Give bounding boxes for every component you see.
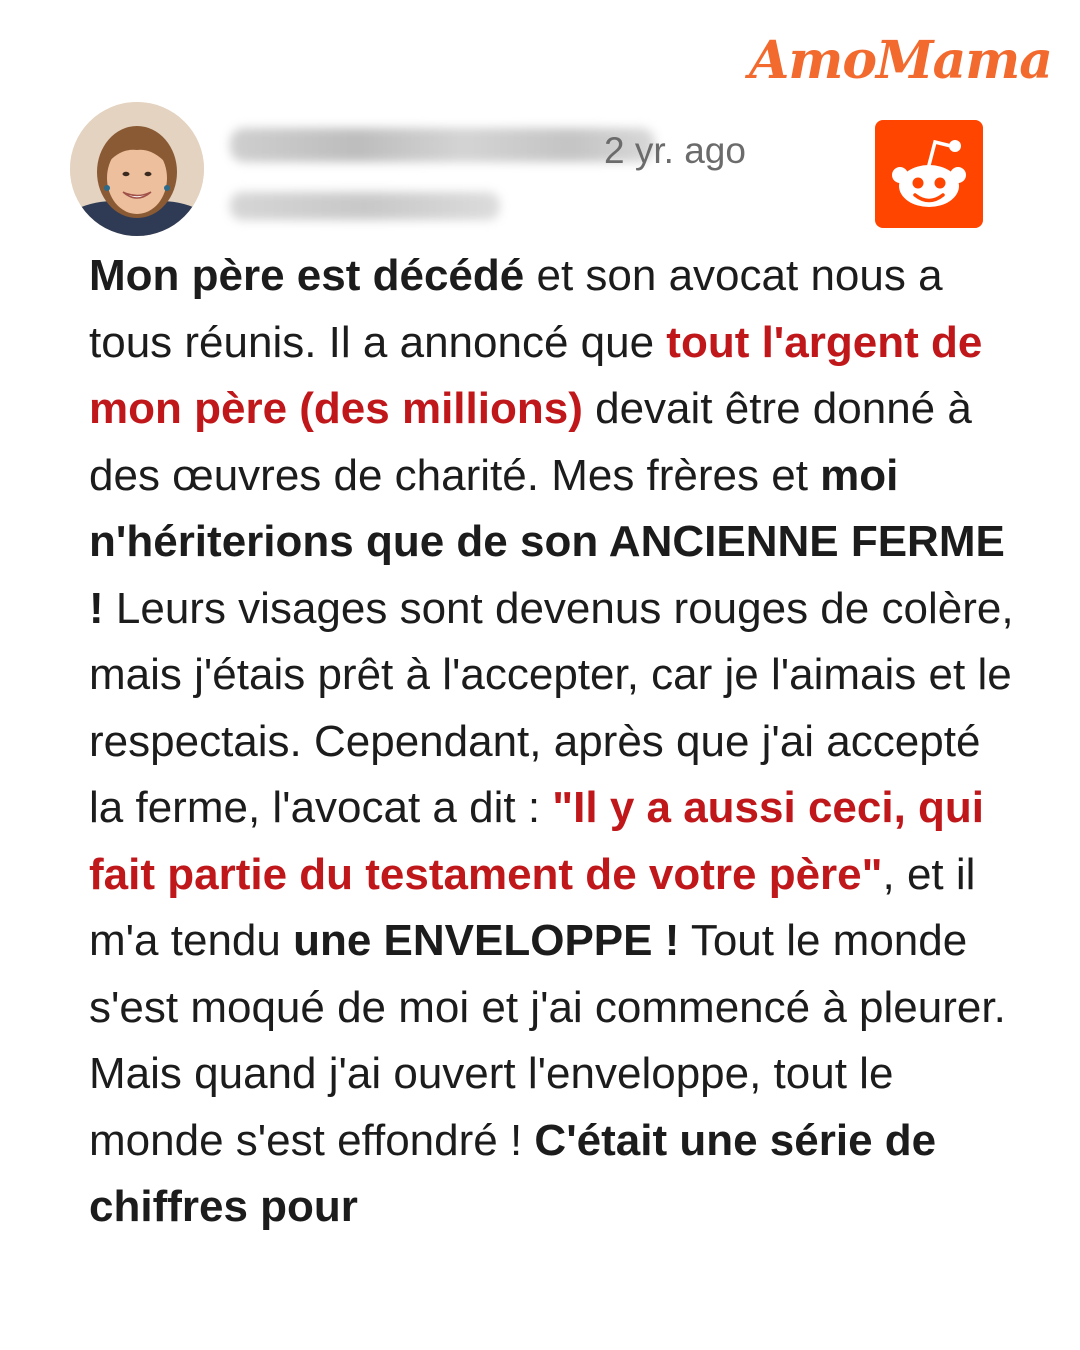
avatar-photo-icon: [70, 102, 204, 236]
post-header: [70, 100, 1010, 230]
subreddit-blurred: [230, 192, 500, 220]
segment-text: Tout le monde s'est moqué de moi et j'ai commencé à pleurer. Mais quand j'ai ouvert l'enveloppe, tout le monde s'est effondré !: [89, 916, 1006, 1165]
segment-bold: moi n'hériterions que de son ANCIENNE FERME !: [89, 450, 1005, 633]
amomama-logo: AmoMama: [748, 30, 1052, 91]
user-avatar[interactable]: [70, 102, 204, 236]
segment-text: et son avocat nous a tous réunis. Il a annoncé que: [89, 251, 943, 367]
post-body: [89, 243, 1019, 1241]
segment-highlight: "Il y a aussi ceci, qui fait partie du testament de votre père": [89, 783, 985, 899]
reddit-icon: [875, 120, 983, 228]
post-time: 2 yr. ago: [604, 130, 746, 171]
segment-highlight: tout l'argent de mon père (des millions): [89, 317, 983, 433]
segment-bold: une ENVELOPPE !: [293, 916, 680, 965]
segment-text: devait être donné à des œuvres de charité. Mes frères et: [89, 384, 972, 500]
reddit-logo: [875, 120, 983, 228]
segment-text: Leurs visages sont devenus rouges de colère, mais j'étais prêt à l'accepter, car je l'aimais et le respectais. Cependant, après que j'ai accepté la ferme, l'avocat a dit :: [89, 583, 1014, 832]
segment-bold: Mon père est décédé: [89, 251, 525, 300]
segment-text: , et il m'a tendu: [89, 849, 976, 965]
username-blurred: [230, 128, 655, 162]
segment-bold: C'était une série de chiffres pour: [89, 1115, 937, 1231]
